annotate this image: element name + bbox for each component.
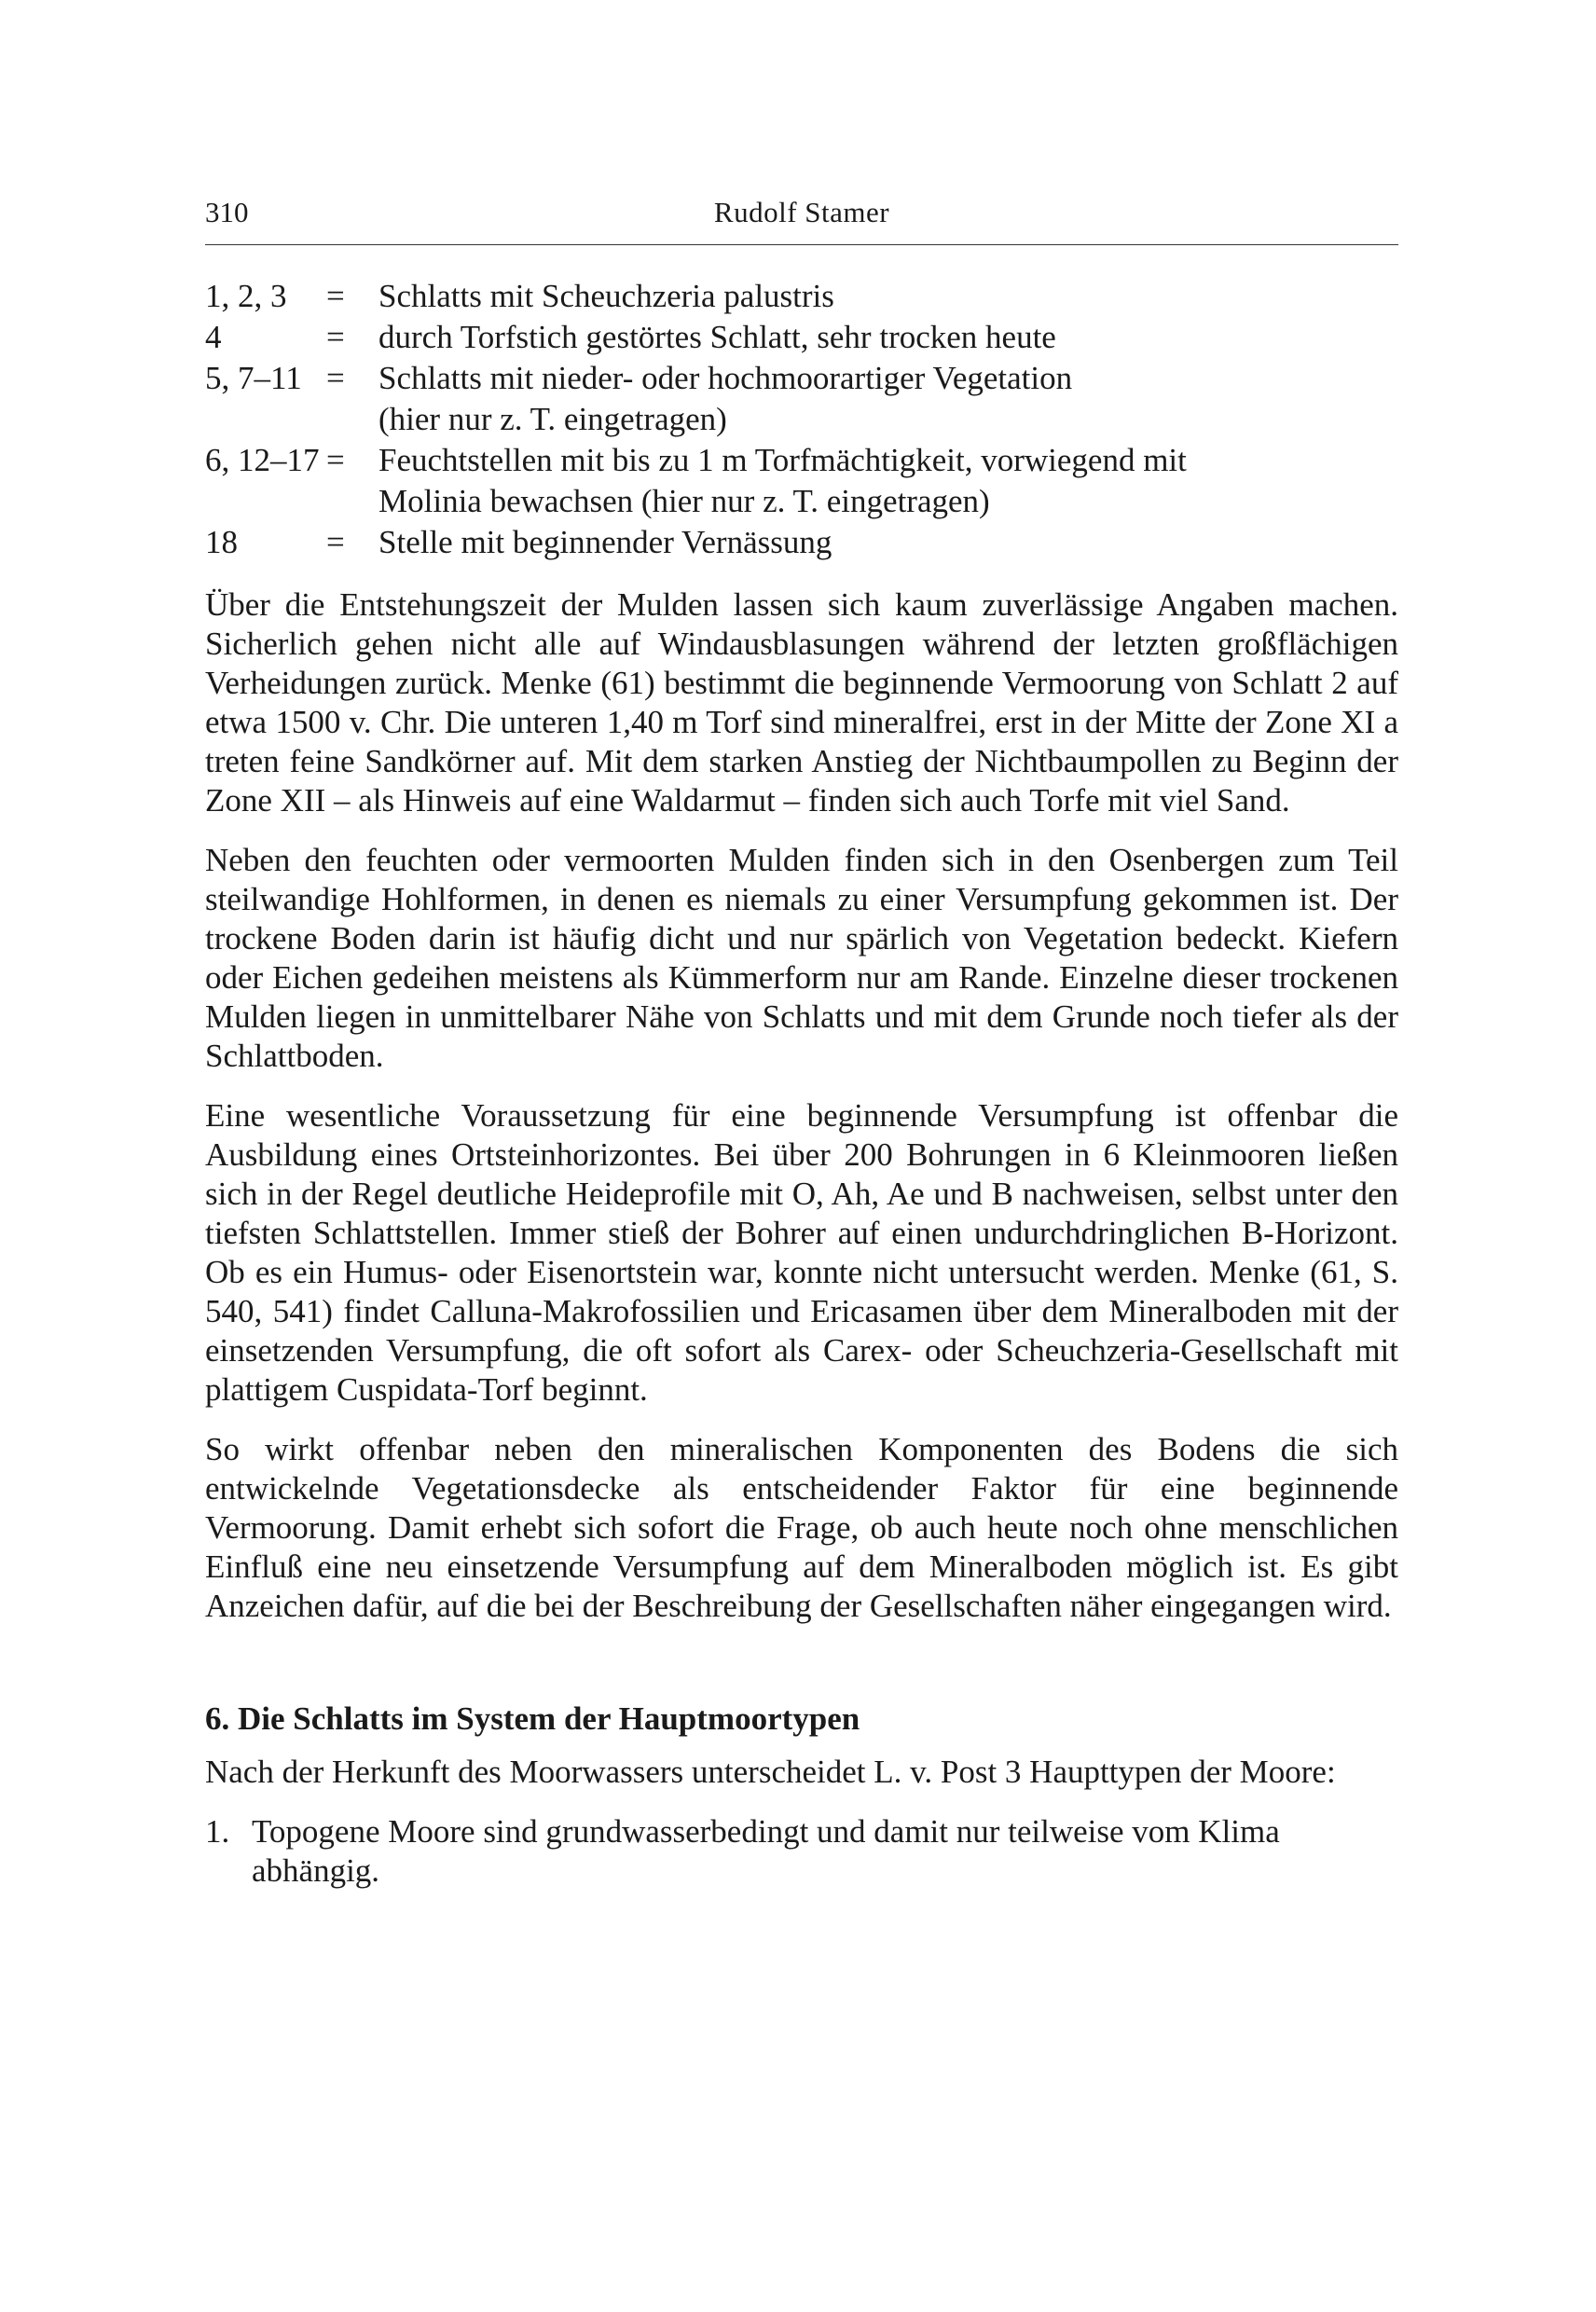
list-item-text: Topogene Moore sind grundwasserbedingt und damit nur teilweise vom Klima abhängig. — [252, 1813, 1280, 1889]
page-number: 310 — [205, 196, 249, 228]
section-intro: Nach der Herkunft des Moorwassers unterscheidet L. v. Post 3 Haupttypen der Moore: — [205, 1754, 1336, 1790]
legend-continuation: (hier nur z. T. eingetragen) — [378, 401, 727, 437]
running-title: Rudolf Stamer — [713, 196, 890, 228]
list-item-number: 1. — [205, 1813, 230, 1850]
legend-text: Schlatts mit nieder- oder hochmoorartiger Vegetation — [378, 360, 1073, 396]
legend-row — [205, 317, 1398, 358]
legend-text: durch Torfstich gestörtes Schlatt, sehr trocken heute — [378, 319, 1056, 355]
legend-key: 1, 2, 3 — [205, 278, 287, 314]
legend-equals: = — [326, 524, 345, 560]
legend-key: 18 — [205, 524, 238, 560]
paragraph: So wirkt offenbar neben den mineralischen Komponenten des Bodens die sich entwickelnde Vegetationsdecke als entscheidender Faktor für eine beginnende Vermoorung. Damit erhebt sich sofort die Frage, ob auch heute noch ohne menschlichen Einfluß eine neu einsetzende Versumpfung auf dem Mineralboden möglich ist. Es gibt Anzeichen dafür, auf die bei der Beschreibung der Gesellschaften näher eingegangen wird. — [205, 1431, 1398, 1624]
legend-equals: = — [326, 442, 345, 478]
legend-text: Feuchtstellen mit bis zu 1 m Torfmächtigkeit, vorwiegend mit — [378, 442, 1187, 478]
section-heading: 6. Die Schlatts im System der Hauptmoortypen — [205, 1700, 860, 1737]
numbered-list — [205, 1812, 1398, 1891]
legend-row — [205, 440, 1398, 481]
legend-key: 6, 12–17 — [205, 442, 320, 478]
paragraph: Eine wesentliche Voraussetzung für eine beginnende Versumpfung ist offenbar die Ausbildung eines Ortsteinhorizontes. Bei über 200 Bohrungen in 6 Kleinmooren ließen sich in der Regel deutliche Heideprofile mit O, Ah, Ae und B nachweisen, selbst unter den tiefsten Schlattstellen. Immer stieß der Bohrer auf einen undurchdringlichen B-Horizont. Ob es ein Humus- oder Eisenortstein war, konnte nicht untersucht werden. Menke (61, S. 540, 541) findet Calluna-Makrofossilien und Ericasamen über dem Mineralboden mit der einsetzenden Versumpfung, die oft sofort als Carex- oder Scheuchzeria-Gesellschaft mit plattigem Cuspidata-Torf beginnt. — [205, 1097, 1398, 1408]
legend-equals: = — [326, 360, 345, 396]
legend-list — [205, 276, 1398, 563]
legend-key: 5, 7–11 — [205, 360, 302, 396]
page — [205, 186, 1398, 1891]
legend-row — [205, 358, 1398, 399]
legend-text: Stelle mit beginnender Vernässung — [378, 524, 832, 560]
list-item — [205, 1812, 1398, 1891]
paragraph: Neben den feuchten oder vermoorten Mulden finden sich in den Osenbergen zum Teil steilwandige Hohlformen, in denen es niemals zu einer Versumpfung gekommen ist. Der trockene Boden darin ist häufig dicht und nur spärlich von Vegetation bedeckt. Kiefern oder Eichen gedeihen meistens als Kümmerform nur am Rande. Einzelne dieser trockenen Mulden liegen in unmittelbarer Nähe von Schlatts und mit dem Grunde noch tiefer als der Schlattboden. — [205, 842, 1398, 1074]
legend-equals: = — [326, 278, 345, 314]
header-rule — [205, 244, 1398, 245]
legend-equals: = — [326, 319, 345, 355]
page-header — [205, 186, 1398, 231]
paragraph: Über die Entstehungszeit der Mulden lassen sich kaum zuverlässige Angaben machen. Sicherlich gehen nicht alle auf Windausblasungen während der letzten großflächigen Verheidungen zurück. Menke (61) bestimmt die beginnende Vermoorung von Schlatt 2 auf etwa 1500 v. Chr. Die unteren 1,40 m Torf sind mineralfrei, erst in der Mitte der Zone XI a treten feine Sandkörner auf. Mit dem starken Anstieg der Nichtbaumpollen zu Beginn der Zone XII – als Hinweis auf eine Waldarmut – finden sich auch Torfe mit viel Sand. — [205, 586, 1398, 819]
legend-row — [205, 522, 1398, 563]
legend-row — [205, 276, 1398, 317]
legend-key: 4 — [205, 319, 222, 355]
legend-continuation: Molinia bewachsen (hier nur z. T. eingetragen) — [378, 483, 990, 519]
legend-text: Schlatts mit Scheuchzeria palustris — [378, 278, 834, 314]
